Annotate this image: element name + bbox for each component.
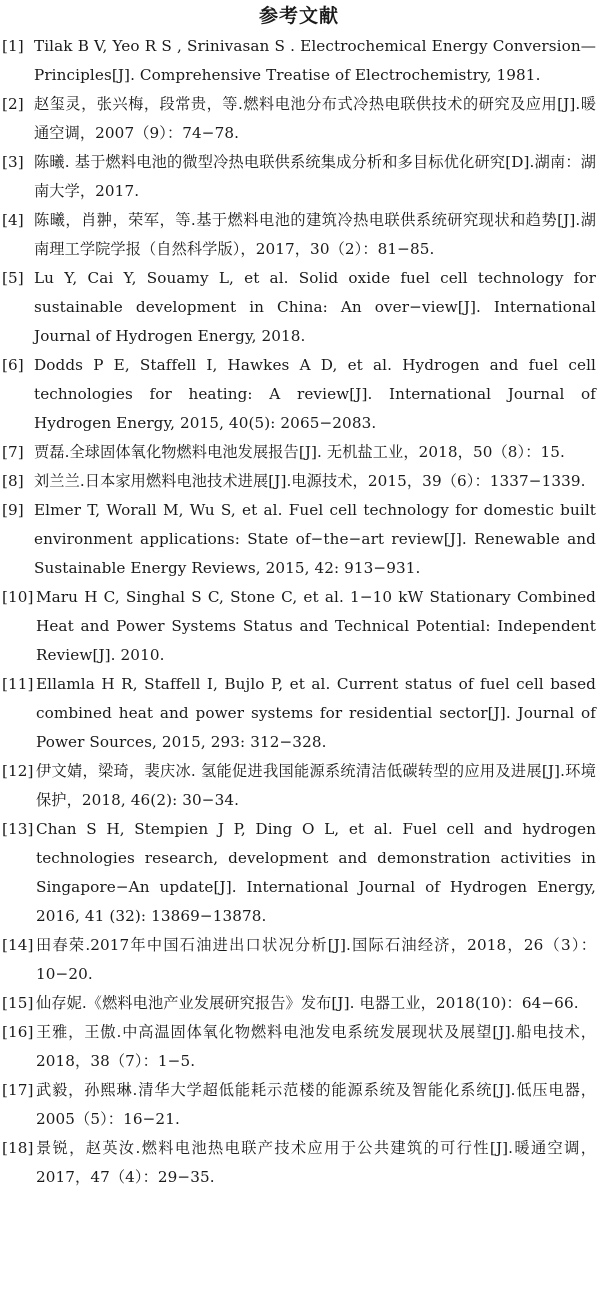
reference-number: [9] — [2, 501, 24, 519]
reference-item — [2, 1134, 596, 1192]
reference-text: 景锐，赵英汝.燃料电池热电联产技术应用于公共建筑的可行性[J].暖通空调，2017，47（4）：29−35. — [36, 1139, 596, 1186]
reference-number: [16] — [2, 1023, 34, 1041]
reference-item — [2, 438, 596, 467]
reference-item — [2, 90, 596, 148]
reference-text: 伊文婧，梁琦，裴庆冰. 氢能促进我国能源系统清洁低碳转型的应用及进展[J].环境保护，2018, 46(2): 30−34. — [36, 762, 596, 809]
reference-number: [1] — [2, 37, 24, 55]
reference-number: [13] — [2, 820, 34, 838]
reference-list — [2, 32, 596, 1192]
reference-text: 田春荣.2017年中国石油进出口状况分析[J].国际石油经济，2018，26（3）：10−20. — [36, 936, 596, 983]
reference-text: 王雅，王傲.中高温固体氧化物燃料电池发电系统发展现状及展望[J].船电技术，2018，38（7）：1−5. — [36, 1023, 596, 1070]
reference-number: [8] — [2, 472, 24, 490]
reference-text: 陈曦. 基于燃料电池的微型冷热电联供系统集成分析和多目标优化研究[D].湖南：湖南大学，2017. — [34, 153, 596, 200]
reference-item — [2, 206, 596, 264]
reference-number: [4] — [2, 211, 24, 229]
reference-text: Lu Y, Cai Y, Souamy L, et al. Solid oxide fuel cell technology for sustainable development in China: An over−view[J]. International Journal of Hydrogen Energy, 2018. — [34, 269, 596, 345]
reference-text: 赵玺灵，张兴梅，段常贵，等.燃料电池分布式冷热电联供技术的研究及应用[J].暖通空调，2007（9）：74−78. — [34, 95, 596, 142]
reference-number: [11] — [2, 675, 34, 693]
reference-item — [2, 670, 596, 757]
reference-item — [2, 32, 596, 90]
reference-number: [5] — [2, 269, 24, 287]
reference-item — [2, 989, 596, 1018]
reference-number: [10] — [2, 588, 34, 606]
reference-item — [2, 931, 596, 989]
reference-text: 武毅，孙熙琳.清华大学超低能耗示范楼的能源系统及智能化系统[J].低压电器，2005（5）：16−21. — [36, 1081, 596, 1128]
reference-number: [17] — [2, 1081, 34, 1099]
reference-number: [2] — [2, 95, 24, 113]
reference-item — [2, 264, 596, 351]
reference-item — [2, 583, 596, 670]
reference-text: Chan S H, Stempien J P, Ding O L, et al. Fuel cell and hydrogen technologies research, development and demonstration activities in Singapore−An update[J]. International Journal of Hydrogen Energy, 2016, 41 (32): 13869−13878. — [36, 820, 596, 925]
page-title: 参考文献 — [258, 5, 339, 27]
reference-text: 仙存妮.《燃料电池产业发展研究报告》发布[J]. 电器工业，2018(10)：64−66. — [36, 994, 579, 1012]
reference-item — [2, 148, 596, 206]
reference-number: [14] — [2, 936, 34, 954]
reference-number: [18] — [2, 1139, 34, 1157]
reference-item — [2, 1076, 596, 1134]
reference-text: Elmer T, Worall M, Wu S, et al. Fuel cell technology for domestic built environment applications: State of−the−art review[J]. Renewable and Sustainable Energy Reviews, 2015, 42: 913−931. — [34, 501, 596, 577]
reference-number: [3] — [2, 153, 24, 171]
reference-text: 刘兰兰.日本家用燃料电池技术进展[J].电源技术，2015，39（6）：1337−1339. — [34, 472, 586, 490]
reference-number: [12] — [2, 762, 34, 780]
reference-item — [2, 351, 596, 438]
reference-text: Dodds P E, Staffell I, Hawkes A D, et al. Hydrogen and fuel cell technologies for heating: A review[J]. International Journal of Hydrogen Energy, 2015, 40(5): 2065−2083. — [34, 356, 596, 432]
reference-text: Ellamla H R, Staffell I, Bujlo P, et al. Current status of fuel cell based combined heat and power systems for residential sector[J]. Journal of Power Sources, 2015, 293: 312−328. — [36, 675, 596, 751]
reference-text: 贾磊.全球固体氧化物燃料电池发展报告[J]. 无机盐工业，2018，50（8）：15. — [34, 443, 565, 461]
reference-text: Tilak B V, Yeo R S , Srinivasan S . Electrochemical Energy Conversion—Principles[J]. Comprehensive Treatise of Electrochemistry, 1981. — [34, 37, 596, 84]
reference-text: Maru H C, Singhal S C, Stone C, et al. 1−10 kW Stationary Combined Heat and Power Systems Status and Technical Potential: Independent Review[J]. 2010. — [36, 588, 596, 664]
reference-item — [2, 467, 596, 496]
reference-item — [2, 815, 596, 931]
reference-number: [6] — [2, 356, 24, 374]
reference-number: [7] — [2, 443, 24, 461]
reference-number: [15] — [2, 994, 34, 1012]
reference-item — [2, 757, 596, 815]
reference-text: 陈曦，肖翀，荣军，等.基于燃料电池的建筑冷热电联供系统研究现状和趋势[J].湖南理工学院学报（自然科学版），2017，30（2）：81−85. — [34, 211, 596, 258]
reference-item — [2, 496, 596, 583]
reference-item — [2, 1018, 596, 1076]
